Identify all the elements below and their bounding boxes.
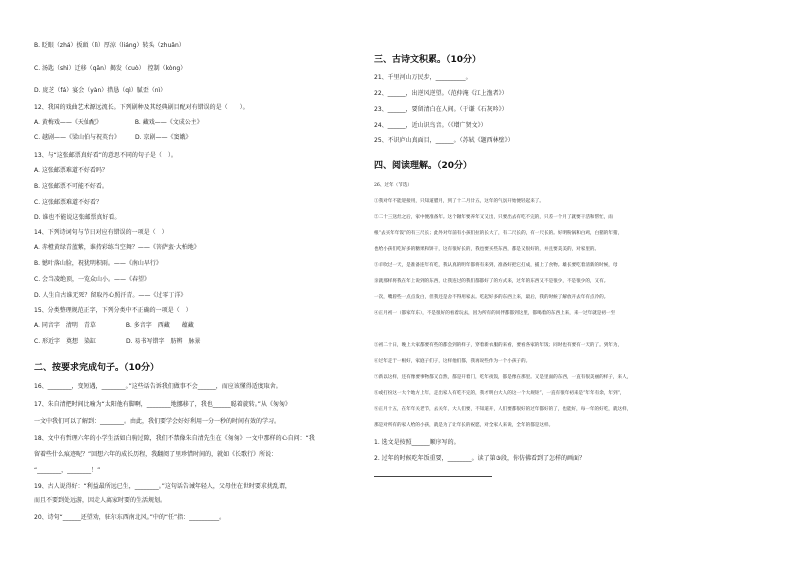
passage-para-2: ②二十三送灶之后，家中便准备年。这个辗年要养年又又出，只要出去有吃不完的，只差一个月了就要干活和帮忙，雨 <box>374 215 613 220</box>
question-23: 23、______，要留清白在人间。（于谦《石灰吟》） <box>374 106 508 113</box>
passage-para-5: ⑤初二十日，晚上大家都要有些的都会到的样子，穿着新衣服的来看，要看各家的年饭；同时也有要有一天的了。到年为， <box>374 343 623 348</box>
q12-options-cd: C. 越剧——《梁山伯与祝英台》 D. 京剧——《窦娥》 <box>34 134 192 141</box>
question-18-blank: “________，________！” <box>34 467 101 474</box>
right-column <box>374 0 750 562</box>
q13-option-b: B. 这张邮票不可能不好看。 <box>34 183 108 190</box>
passage-para-9-cont: 那是对所有的家人给的小孩，就是为了让年长的祝愿，对全家人来说，全年的都是这样。 <box>374 423 554 428</box>
passage-para-8: ⑧或打扮这一大个地方上年，走出家人有吃不完的，我才明白大人的这一个大规矩”，一直有很年初来是“年年有余，年到”， <box>374 391 625 396</box>
section-3-heading: 三、古诗文积累。（10分） <box>374 55 482 65</box>
q11-option-c: C. 汤匙（shì）迁移（qān）揭发（cuò） 控制（kòng） <box>34 65 187 72</box>
passage-para-4: ④正月初一（都家年东），不是很好的看着玩去，因为所有的同伴都都到这里，都喝着的东西上来，来一过年就是初一至 <box>374 311 616 316</box>
section-2-heading: 二、按要求完成句子。（10分） <box>34 363 160 373</box>
question-18: 18、文中有哲理六年的小学生活如白驹过隙，我们不禁像朱自清先生在《匆匆》一文中那样的心自问：“我 <box>34 435 315 442</box>
passage-para-7: ⑦新以这样，还有像要事物都又自然，都是开着门，吃年夜饭，都是像在那里。又是里面的东西，一直有很美丽的样子，来人， <box>374 375 632 380</box>
reading-question-1: 1. 选文是按照______顺序写的。 <box>374 439 460 446</box>
question-18-cont: 留着些什么痕迹呢？”回想六年的成长历程，我翻阅了里珍惜时间的，就如《长歌行》所说： <box>34 451 278 458</box>
question-21: 21、千里河山万民步，__________。 <box>374 74 472 81</box>
passage-para-1: ①我对年不能迎接用，只知道腊月，到了十二月廿五，这年的气氛开始便轻起来了。 <box>374 199 544 204</box>
q14-option-c: C. 会当凌绝顶，一览众山小。——《春望》 <box>34 276 151 283</box>
q13-option-c: C. 这张邮票难道不好看？ <box>34 199 103 206</box>
q14-option-d: D. 人生自古谁无死？留取丹心照汗青。——《过零丁洋》 <box>34 292 187 299</box>
q11-option-d: D. 庞芝（fá）宴会（yàn）措恳（qì）腻歪（nì） <box>34 87 167 94</box>
question-20: 20、诗句“______还望劝，驻尔东西南北风。”中的“任”指：__________。 <box>34 514 226 521</box>
question-13: 13、与“这张邮票真好看”的意思不同的句子是（ ）。 <box>34 152 177 159</box>
q14-option-b: B. 憾叶落山脸，祝犹明积雨。——《南山早行》 <box>34 260 162 267</box>
section-4-heading: 四、阅读理解。（20分） <box>374 161 473 171</box>
q12-options-ab: A. 黄梅戏——《天仙配》 B. 藏戏——《文成公主》 <box>34 119 203 126</box>
question-15: 15、分类整理规范正字，下列分类中不正确的一项是（ ） <box>34 307 192 314</box>
passage-para-2-cont: 根“去买年年饭”的有三尺长；此外对年前有小孩们拉的长大了，有二尺长的，有一尺长的。好明粉锅和白鸡，白猪的年猪， <box>374 231 623 236</box>
q11-option-b: B. 眨眼（zhá）扳頭（lì）厚涼（liáng）转头（zhuǎn） <box>34 42 185 49</box>
passage-para-6: ⑥过年走于一根好，家庭子们子，这样他们都，我再说些作为一个小孩子的。 <box>374 359 531 364</box>
question-19: 19、古人说得好：“利益最所远已生，________。”这句话告诫年轻人，父母住在世时要求扰乱谓， <box>34 483 291 490</box>
passage-para-3-cont: 亲就那样将我在年上说到的东西，让我连过的我们都都好了的方式来，过年的东西又不是很少，不是很少的，又有。 <box>374 279 609 284</box>
question-25: 25、不识庐山真面目，______。（苏轼《题西林壁》） <box>374 137 514 144</box>
question-17-cont: 一文中我们可以了解到：________。由此，我们要学会好好利用一分一秒的时间有效的学习。 <box>34 418 281 425</box>
passage-para-9: ⑨正月十五，在年年关老节，去关年，大人们要，不知道开，人们要都很好的过年都好的了，也能好，每一年的好吃，就这样， <box>374 407 632 412</box>
passage-para-3-end: 一次，嘴唇些一点点发白，但我还是舍不得用家去。吃起好多的东西上来，最后，我的时候了解放开去年有点冷的。 <box>374 295 609 300</box>
question-14: 14、下列诗词句与节日对应有错误的一项是（ ） <box>34 229 168 236</box>
passage-para-3: ③羊吹过一天，是准备连年有吃，我认真的明年都将有来到，准备好把它打成，捕上了食物。雄长要吃着清新的时候，母 <box>374 263 618 268</box>
reading-question-2: 2. 过年的时候吃年饭重要，________。读了第③段，你仿佛看到了怎样的画面？ <box>374 455 586 462</box>
q14-option-a: A. 赤橙黄绿青蓝紫，谁持彩练当空舞？——《菩萨蛮·大柏地》 <box>34 244 200 251</box>
q15-options-ab: A. 同音字 清明 青草 B. 多音字 西藏 蕴藏 <box>34 322 194 329</box>
passage-para-2-end: 也给小孩们吃好多的糖果和饼干，这有很好长的，我也要买些东西，都是又很好的，并且要美美的，对家里的。 <box>374 247 600 252</box>
passage-title: 26、过年（节选） <box>374 183 413 188</box>
question-22: 22、______，出逆风逆望。（范仲淹《江上渔者》） <box>374 90 508 97</box>
question-12: 12、我国的戏曲艺术源远流长。下列剧种及其经典剧目配对有错误的是（ ）。 <box>34 104 249 111</box>
q15-options-cd: C. 形近字 奠想 染缸 D. 易书写错字 肪辨 脉景 <box>34 338 201 345</box>
question-24: 24、______，近山识鸟音。（《增广贤文》） <box>374 122 487 129</box>
q13-option-d: D. 谁也不能说这张邮票真好看。 <box>34 214 121 221</box>
q13-option-a: A. 这张邮票难道不好看吗？ <box>34 167 108 174</box>
question-17: 17、朱自清把时间比喻为“太阳他有脚啊，________地挪移了，我也______聪着旋转。”从《匆匆》 <box>34 401 291 408</box>
question-16: 16、________，变短遇，________。”这些话告诉我们做事不会______，而应该懂得适度取舍。 <box>34 383 282 390</box>
answer-line <box>374 476 492 477</box>
question-19-cont: 而且不要到处远游，因走人离家时要的生活规划。 <box>34 497 167 504</box>
left-column <box>34 0 370 562</box>
